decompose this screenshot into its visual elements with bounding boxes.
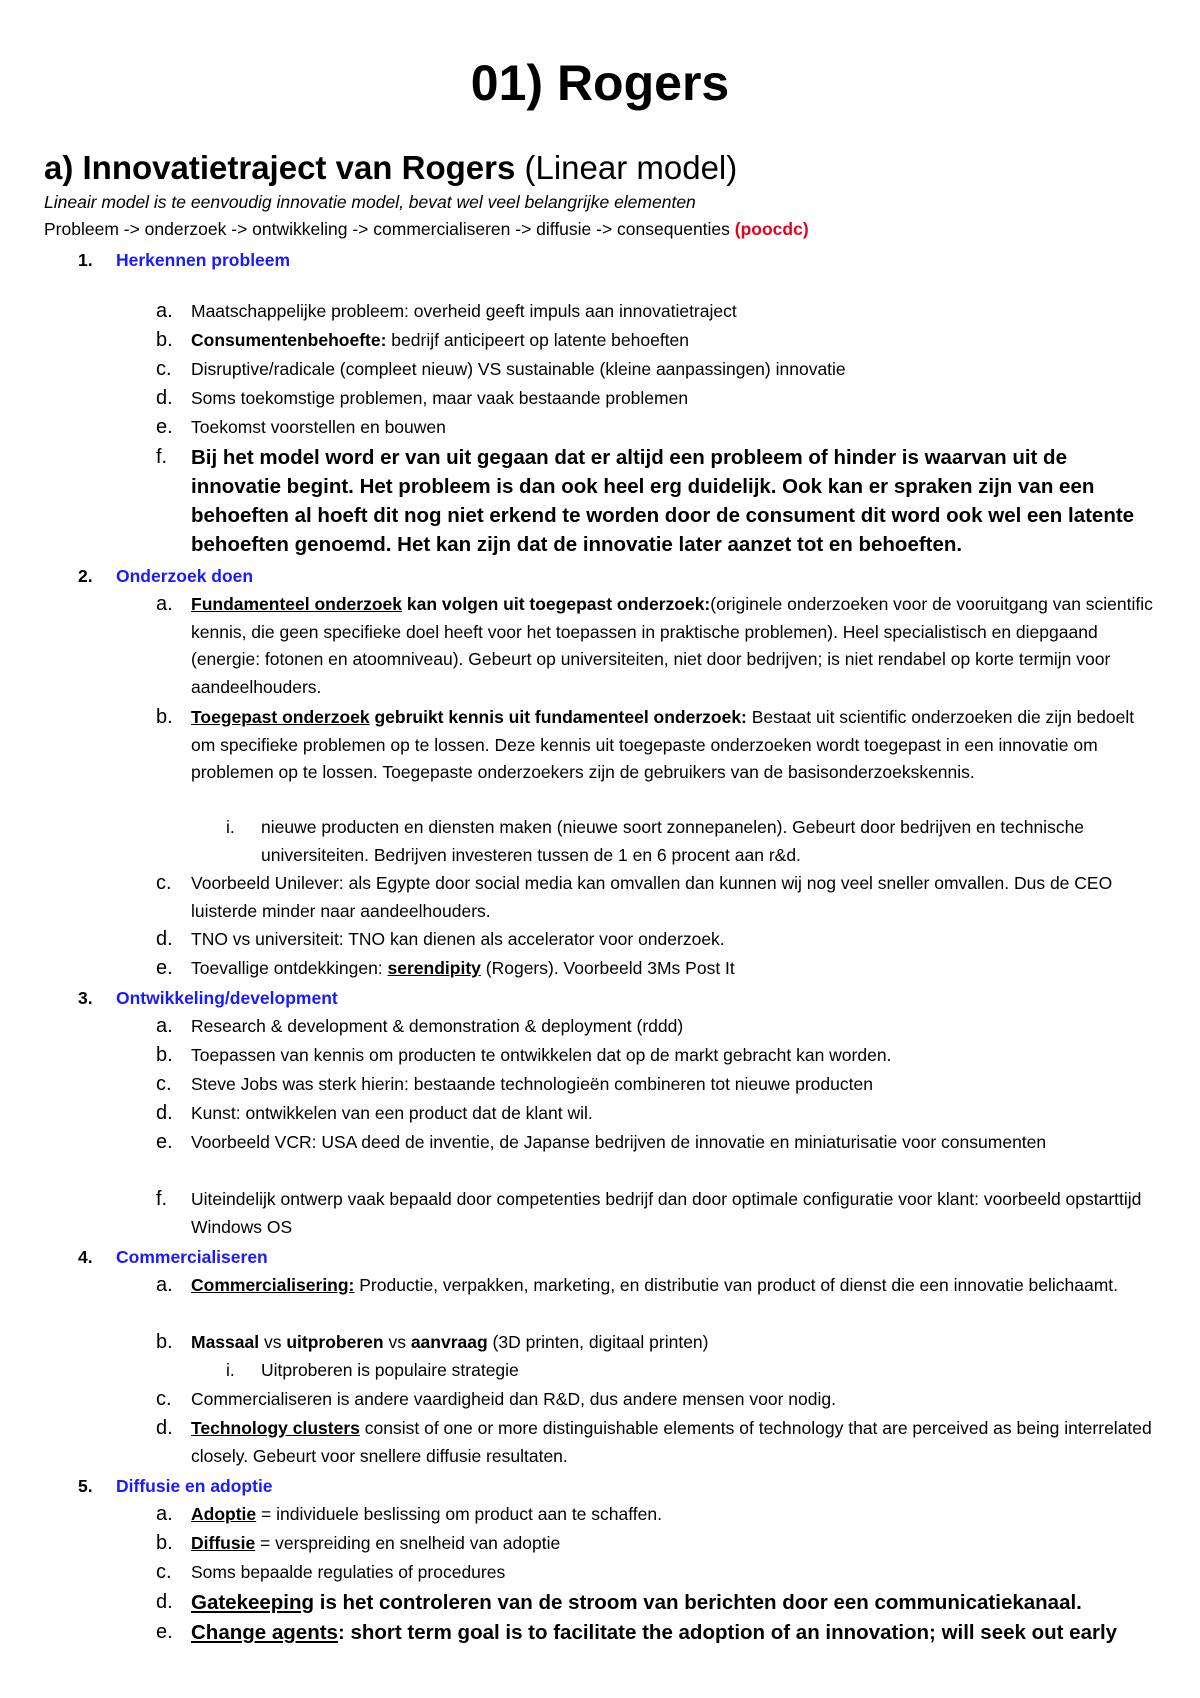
section-2: 2. Onderzoek doen bbox=[78, 566, 254, 586]
list-item: f. Uiteindelijk ontwerp vaak bepaald door competenties bedrijf dan door optimale configuratie voor klant: voorbeeld opstarttijd Windows OS bbox=[156, 1188, 1142, 1237]
list-item: a. Fundamenteel onderzoek kan volgen uit toegepast onderzoek:(originele onderzoeken voor de vooruitgang van scientific kennis, die geen specifieke doel heeft voor het toepassen in praktische problemen). Heel specialistisch en diepgaand (energie: fotonen en atoomniveau). Gebeurt op universiteiten, niet door bedrijven; is niet rendabel op korte termijn voor aandeelhouders. bbox=[156, 593, 1153, 697]
sub-list-item: i. nieuwe producten en diensten maken (nieuwe soort zonnepanelen). Gebeurt door bedrijven en technische universiteiten. Bedrijven investeren tussen de 1 en 6 procent aan r&d. bbox=[226, 817, 1085, 865]
list-item: c. Disruptive/radicale (compleet nieuw) VS sustainable (kleine aanpassingen) innovatie bbox=[156, 358, 846, 380]
page-title: 01) Rogers bbox=[470, 55, 730, 111]
list-item: e. Toevallige ontdekkingen: serendipity (Rogers). Voorbeeld 3Ms Post It bbox=[156, 957, 735, 979]
list-item: e. Change agents: short term goal is to facilitate the adoption of an innovation; will seek out early bbox=[156, 1621, 1118, 1644]
list-item: b. Massaal vs uitproberen vs aanvraag (3D printen, digitaal printen) bbox=[156, 1331, 709, 1353]
list-item: d. Kunst: ontwikkelen van een product dat de klant wil. bbox=[156, 1102, 593, 1124]
list-item: b. Consumentenbehoefte: bedrijf anticipeert op latente behoeften bbox=[156, 329, 690, 351]
list-item: c. Soms bepaalde regulaties of procedures bbox=[156, 1561, 506, 1583]
section-3: 3. Ontwikkeling/development bbox=[78, 988, 338, 1008]
list-item: c. Voorbeeld Unilever: als Egypte door social media kan omvallen dan kunnen wij nog veel sneller omvallen. Dus de CEO luisterde minder naar aandeelhouders. bbox=[156, 872, 1113, 921]
list-item: f. Bij het model word er van uit gegaan dat er altijd een probleem of hinder is waarvan uit de innovatie begint. Het probleem is dan ook heel erg duidelijk. Ook kan er spraken zijn van een behoeften al hoeft dit nog niet erkend te worden door de consument dit word ook wel een latente behoeften genoemd. Het kan zijn dat de innovatie later aanzet tot en behoeften. bbox=[156, 446, 1135, 556]
list-item: a. Maatschappelijke probleem: overheid geeft impuls aan innovatietraject bbox=[156, 300, 737, 322]
list-item: e. Voorbeeld VCR: USA deed de inventie, de Japanse bedrijven de innovatie en miniaturisatie voor consumenten bbox=[156, 1131, 1047, 1153]
list-item: c. Commercialiseren is andere vaardigheid dan R&D, dus andere mensen voor nodig. bbox=[156, 1388, 836, 1410]
section-5: 5. Diffusie en adoptie bbox=[78, 1476, 273, 1496]
list-item: b. Toegepast onderzoek gebruikt kennis uit fundamenteel onderzoek: Bestaat uit scientific onderzoeken die zijn bedoelt om specifieke problemen op te lossen. Deze kennis uit toegepaste onderzoeken wordt toegepast in een innovatie om problemen op te lossen. Toegepaste onderzoekers zijn de gebruikers van de basisonderzoekskennis. bbox=[156, 706, 1135, 782]
sub-list-item: i. Uitproberen is populaire strategie bbox=[226, 1360, 519, 1380]
list-item: d. TNO vs universiteit: TNO kan dienen als accelerator voor onderzoek. bbox=[156, 928, 725, 950]
section-1: 1. Herkennen probleem bbox=[78, 250, 291, 270]
acronym: (poocdc) bbox=[734, 219, 809, 239]
list-item: a. Research & development & demonstration & deployment (rddd) bbox=[156, 1015, 684, 1037]
list-item: d. Technology clusters consist of one or more distinguishable elements of technology that are perceived as being interrelated closely. Gebeurt voor snellere diffusie resultaten. bbox=[156, 1417, 1152, 1466]
section-4: 4. Commercialiseren bbox=[78, 1247, 268, 1267]
list-item: b. Diffusie = verspreiding en snelheid van adoptie bbox=[156, 1532, 561, 1554]
list-item: a. Commercialisering: Productie, verpakken, marketing, en distributie van product of dienst die een innovatie belichaamt. bbox=[156, 1274, 1119, 1296]
list-item: b. Toepassen van kennis om producten te ontwikkelen dat op de markt gebracht kan worden. bbox=[156, 1044, 892, 1066]
list-item: e. Toekomst voorstellen en bouwen bbox=[156, 416, 446, 438]
intro-flow: Probleem -> onderzoek -> ontwikkeling -> commercialiseren -> diffusie -> consequenties (poocdc) bbox=[44, 219, 809, 239]
section-heading: a) Innovatietraject van Rogers (Linear model) bbox=[44, 149, 738, 186]
list-item: c. Steve Jobs was sterk hierin: bestaande technologieën combineren tot nieuwe producten bbox=[156, 1073, 873, 1095]
list-item: d. Gatekeeping is het controleren van de stroom van berichten door een communicatiekanaal. bbox=[156, 1591, 1082, 1614]
intro-italic: Lineair model is te eenvoudig innovatie model, bevat wel veel belangrijke elementen bbox=[44, 192, 696, 212]
list-item: a. Adoptie = individuele beslissing om product aan te schaffen. bbox=[156, 1503, 662, 1525]
list-item: d. Soms toekomstige problemen, maar vaak bestaande problemen bbox=[156, 387, 689, 409]
